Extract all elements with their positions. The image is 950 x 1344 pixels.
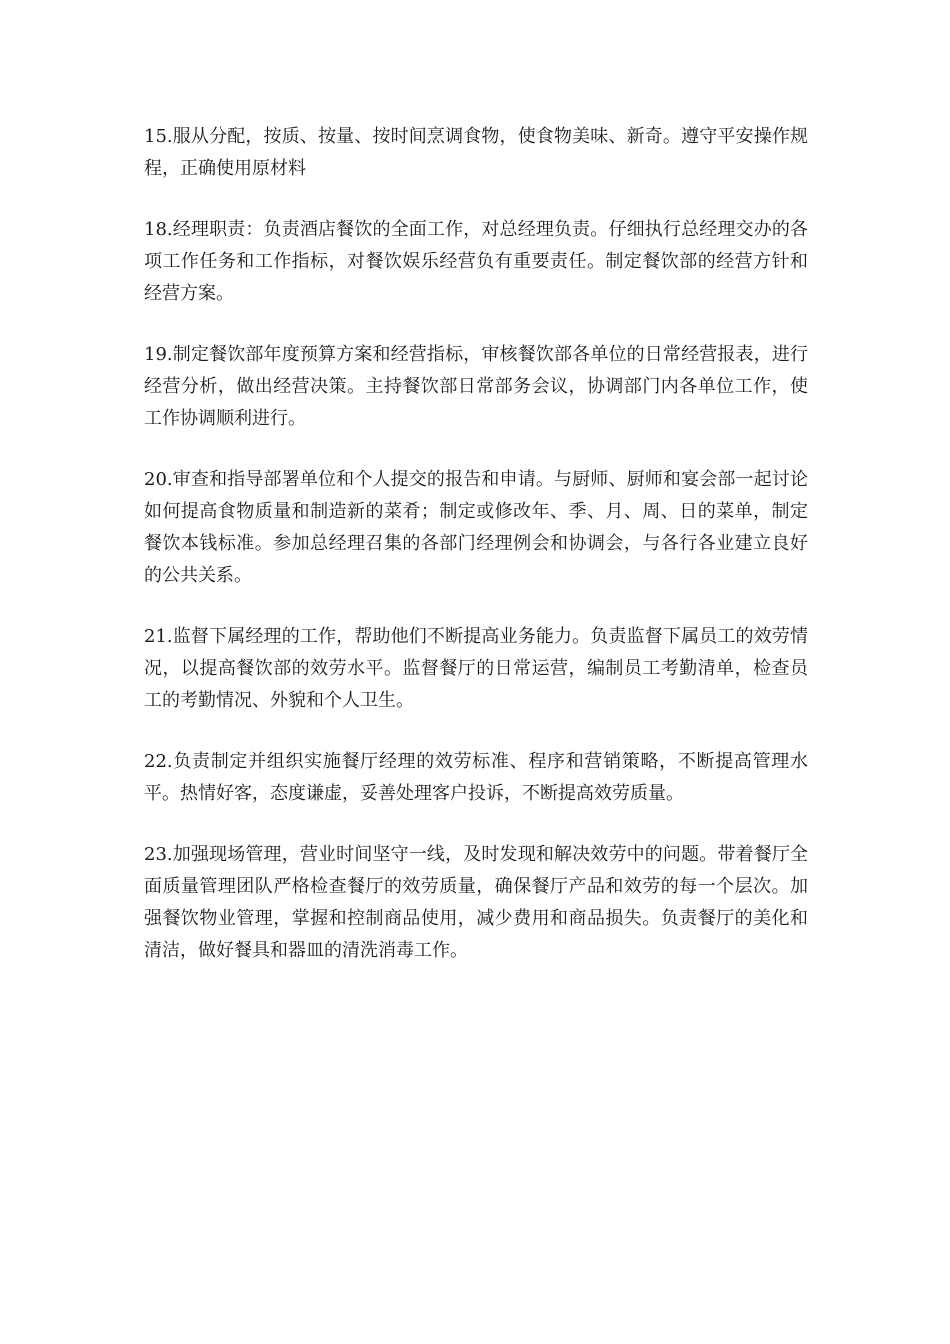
paragraph-21: 21.监督下属经理的工作，帮助他们不断提高业务能力。负责监督下属员工的效劳情况，以提高餐饮部的效劳水平。监督餐厅的日常运营，编制员工考勤清单，检查员工的考勤情况、外貌和个人卫生。 [144,626,808,711]
paragraph-23: 23.加强现场管理，营业时间坚守一线，及时发现和解决效劳中的问题。带着餐厅全面质量管理团队严格检查餐厅的效劳质量，确保餐厅产品和效劳的每一个层次。加强餐饮物业管理，掌握和控制商品使用，减少费用和商品损失。负责餐厅的美化和清洁，做好餐具和器皿的清洗消毒工作。 [144,844,808,961]
paragraph-20: 20.审查和指导部署单位和个人提交的报告和申请。与厨师、厨师和宴会部一起讨论如何提高食物质量和制造新的菜肴；制定或修改年、季、月、周、日的菜单，制定餐饮本钱标准。参加总经理召集的各部门经理例会和协调会，与各行各业建立良好的公共关系。 [144,469,808,586]
paragraph-19: 19.制定餐饮部年度预算方案和经营指标，审核餐饮部各单位的日常经营报表，进行经营分析，做出经营决策。主持餐饮部日常部务会议，协调部门内各单位工作，使工作协调顺利进行。 [144,344,808,429]
paragraph-15: 15.服从分配，按质、按量、按时间烹调食物，使食物美味、新奇。遵守平安操作规程，正确使用原材料 [144,126,808,179]
document-body [144,121,808,996]
paragraph-18: 18.经理职责：负责酒店餐饮的全面工作，对总经理负责。仔细执行总经理交办的各项工作任务和工作指标，对餐饮娱乐经营负有重要责任。制定餐饮部的经营方针和经营方案。 [144,219,808,304]
paragraph-22: 22.负责制定并组织实施餐厅经理的效劳标准、程序和营销策略，不断提高管理水平。热情好客，态度谦虚，妥善处理客户投诉，不断提高效劳质量。 [144,751,808,804]
